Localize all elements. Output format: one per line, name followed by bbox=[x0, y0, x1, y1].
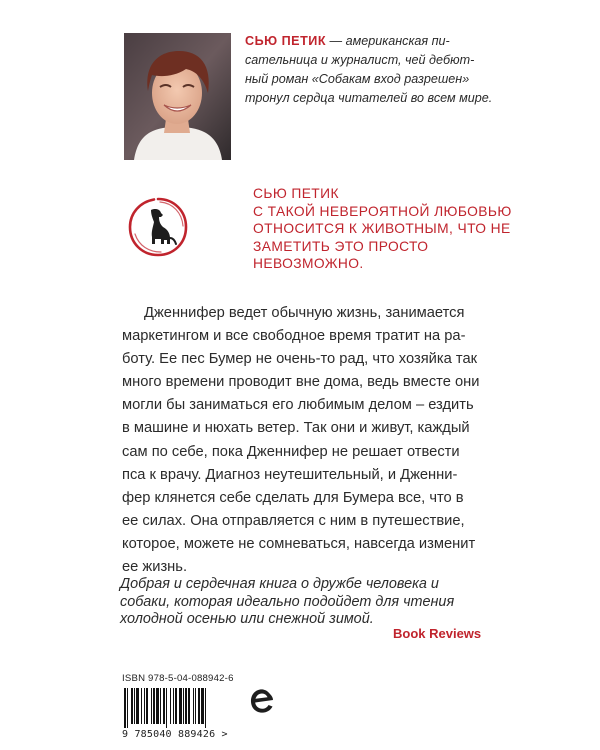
barcode-bar bbox=[193, 688, 194, 724]
barcode-bar bbox=[131, 688, 133, 724]
barcode-bar bbox=[175, 688, 177, 724]
description-line: ее жизнь. bbox=[122, 559, 188, 576]
barcode-bar bbox=[195, 688, 196, 724]
description-line: в машине и нюхать ветер. Так они и живут, каждый bbox=[122, 420, 470, 437]
barcode-bar bbox=[183, 688, 184, 724]
barcode-bar bbox=[163, 688, 165, 724]
quote-line: СЬЮ ПЕТИК bbox=[253, 186, 339, 201]
quote-line: ЗАМЕТИТЬ ЭТО ПРОСТО bbox=[253, 238, 429, 254]
description-line: фер клянется себе сделать для Бумера все, что в bbox=[122, 489, 464, 506]
barcode-bar bbox=[144, 688, 145, 724]
barcode-bar bbox=[156, 688, 159, 724]
author-photo bbox=[124, 33, 231, 160]
barcode-bar bbox=[124, 688, 126, 728]
description-line: ее силах. Она отправляется с ним в путешествие, bbox=[122, 512, 465, 529]
barcode-bar bbox=[151, 688, 152, 724]
barcode-bar bbox=[136, 688, 139, 724]
barcode bbox=[122, 688, 240, 728]
author-portrait-illustration bbox=[124, 33, 231, 160]
review-quote bbox=[120, 576, 490, 629]
description-line: боту. Ее пес Бумер не очень-то рад, что хозяйка так bbox=[122, 351, 478, 368]
barcode-bar bbox=[166, 688, 167, 728]
barcode-bar bbox=[160, 688, 161, 724]
barcode-bar bbox=[179, 688, 182, 724]
bio-line: сательница и журналист, чей дебют- bbox=[245, 53, 475, 67]
barcode-bar bbox=[134, 688, 135, 724]
description-line: Дженнифер ведет обычную жизнь, занимается bbox=[144, 305, 465, 321]
dog-in-circle-icon bbox=[127, 196, 189, 258]
bio-line: тронул сердца читателей во всем мире. bbox=[245, 91, 493, 105]
barcode-bar bbox=[188, 688, 190, 724]
quote-line: ОТНОСИТСЯ К ЖИВОТНЫМ, ЧТО НЕ bbox=[253, 221, 511, 236]
barcode-bar bbox=[173, 688, 174, 724]
publisher-e-logo-icon bbox=[247, 686, 277, 716]
review-line: Добрая и сердечная книга о дружбе человека и bbox=[120, 576, 439, 592]
barcode-bar bbox=[185, 688, 187, 724]
quote-block bbox=[253, 185, 512, 273]
author-name: СЬЮ ПЕТИК bbox=[245, 34, 327, 48]
description-line: которое, можете не сомневаться, навсегда изменит bbox=[122, 535, 476, 552]
barcode-bar bbox=[170, 688, 171, 724]
barcode-bar bbox=[153, 688, 155, 724]
book-description bbox=[122, 302, 484, 579]
author-bio bbox=[245, 32, 495, 108]
isbn-label: ISBN 978-5-04-088942-6 bbox=[122, 673, 234, 684]
description-line: много времени проводит вне дома, ведь вместе они bbox=[122, 374, 480, 391]
barcode-bar bbox=[141, 688, 142, 724]
description-line: пса к врачу. Диагноз неутешительный, и Дженни- bbox=[122, 466, 458, 483]
barcode-digits: 9 785040 889426 > bbox=[122, 729, 228, 740]
barcode-bar bbox=[146, 688, 148, 724]
quote-line: НЕВОЗМОЖНО. bbox=[253, 256, 364, 271]
barcode-bars bbox=[122, 688, 240, 728]
bio-line: ный роман «Собакам вход разрешен» bbox=[245, 72, 470, 86]
barcode-bar bbox=[127, 688, 128, 728]
review-source: Book Reviews bbox=[393, 626, 482, 641]
review-line: собаки, которая идеально подойдет для чтения bbox=[120, 593, 455, 610]
barcode-bar bbox=[198, 688, 200, 724]
description-line: маркетингом и все свободное время тратит на ра- bbox=[122, 328, 466, 345]
bio-line: — американская пи- bbox=[326, 34, 450, 48]
barcode-bar bbox=[205, 688, 206, 728]
barcode-bar bbox=[201, 688, 204, 724]
review-line: холодной осенью или снежной зимой. bbox=[120, 611, 374, 627]
quote-line: С ТАКОЙ НЕВЕРОЯТНОЙ ЛЮБОВЬЮ bbox=[253, 203, 512, 219]
description-line: сам по себе, пока Дженнифер не решает отвести bbox=[122, 443, 460, 460]
description-line: могли бы заниматься его любимым делом – ездить bbox=[122, 397, 474, 414]
barcode-block bbox=[122, 673, 240, 740]
